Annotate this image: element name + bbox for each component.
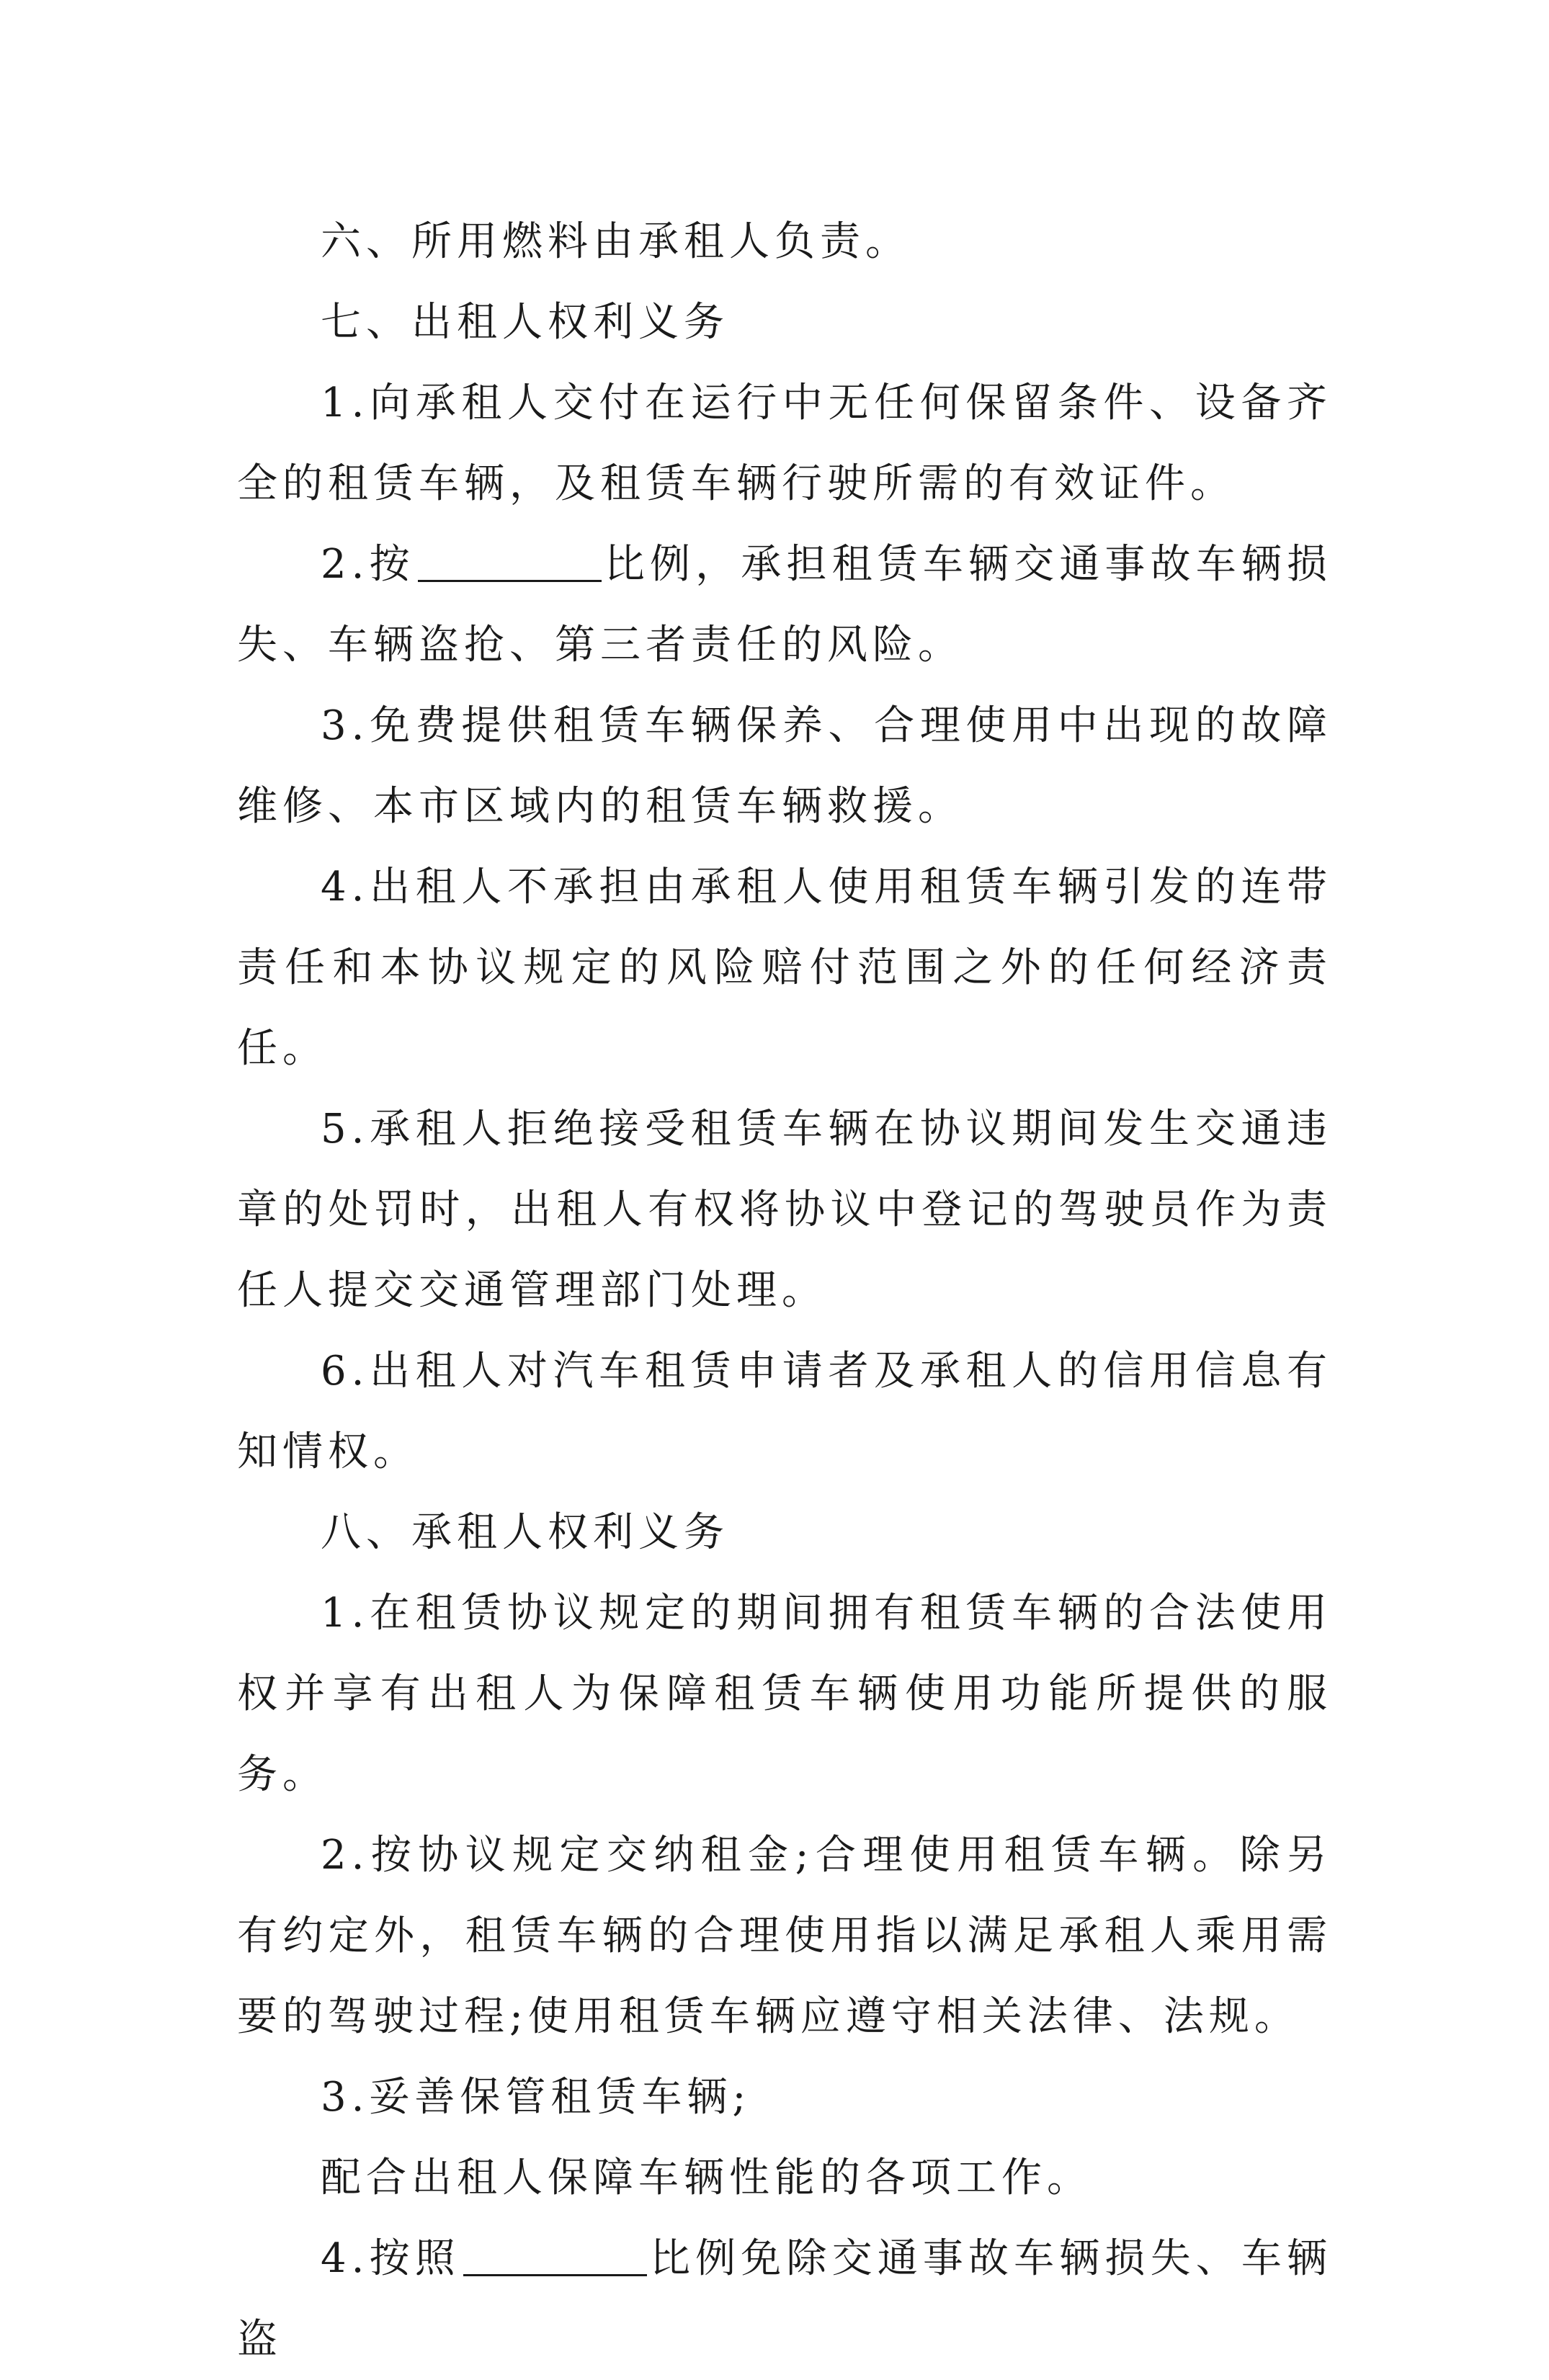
lessor-clause-1: 1.向承租人交付在运行中无任何保留条件、设备齐全的租赁车辆，及租赁车辆行驶所需的有效证件。 bbox=[237, 380, 1332, 507]
lessor-clause-3: 3.免费提供租赁车辆保养、合理使用中出现的故障维修、本市区域内的租赁车辆救援。 bbox=[237, 702, 1332, 830]
contract-text bbox=[237, 202, 1332, 2380]
lessor-clause-6: 6.出租人对汽车租赁申请者及承租人的信用信息有知情权。 bbox=[237, 1348, 1332, 1475]
ratio-blank-field bbox=[463, 2234, 647, 2276]
lessee-clause-4 bbox=[237, 2219, 1332, 2380]
lessor-clause-2 bbox=[237, 524, 1332, 686]
ratio-blank-field bbox=[418, 540, 602, 582]
lessee-clause-3-continued: 配合出租人保障车辆性能的各项工作。 bbox=[321, 2155, 1092, 2201]
clause-text-after: 比例，承担租赁车辆交通事故车辆损失、车辆盗抢、第三者责任的风险。 bbox=[237, 541, 1332, 668]
section-heading-lessee: 八、承租人权利义务 bbox=[321, 1509, 729, 1556]
lessee-clause-3: 3.妥善保管租赁车辆; bbox=[321, 2074, 751, 2121]
clause-text-after: 比例免除交通事故车辆损失、车辆盗 bbox=[237, 2235, 1332, 2363]
clause-text-before: 4.按照 bbox=[321, 2235, 460, 2282]
section-heading-lessor: 七、出租人权利义务 bbox=[321, 299, 729, 346]
lessee-clause-2: 2.按协议规定交纳租金;合理使用租赁车辆。除另有约定外，租赁车辆的合理使用指以满足承租人乘用需要的驾驶过程;使用租赁车辆应遵守相关法律、法规。 bbox=[237, 1832, 1332, 2040]
lessor-clause-5: 5.承租人拒绝接受租赁车辆在协议期间发生交通违章的处罚时，出租人有权将协议中登记的驾驶员作为责任人提交交通管理部门处理。 bbox=[237, 1106, 1332, 1314]
clause-text-before: 2.按 bbox=[321, 541, 415, 588]
lessee-clause-1: 1.在租赁协议规定的期间拥有租赁车辆的合法使用权并享有出租人为保障租赁车辆使用功能所提供的服务。 bbox=[237, 1590, 1332, 1798]
lessor-clause-4: 4.出租人不承担由承租人使用租赁车辆引发的连带责任和本协议规定的风险赔付范围之外的任何经济责任。 bbox=[237, 864, 1332, 1072]
clause-6: 六、所用燃料由承租人负责。 bbox=[321, 218, 911, 265]
